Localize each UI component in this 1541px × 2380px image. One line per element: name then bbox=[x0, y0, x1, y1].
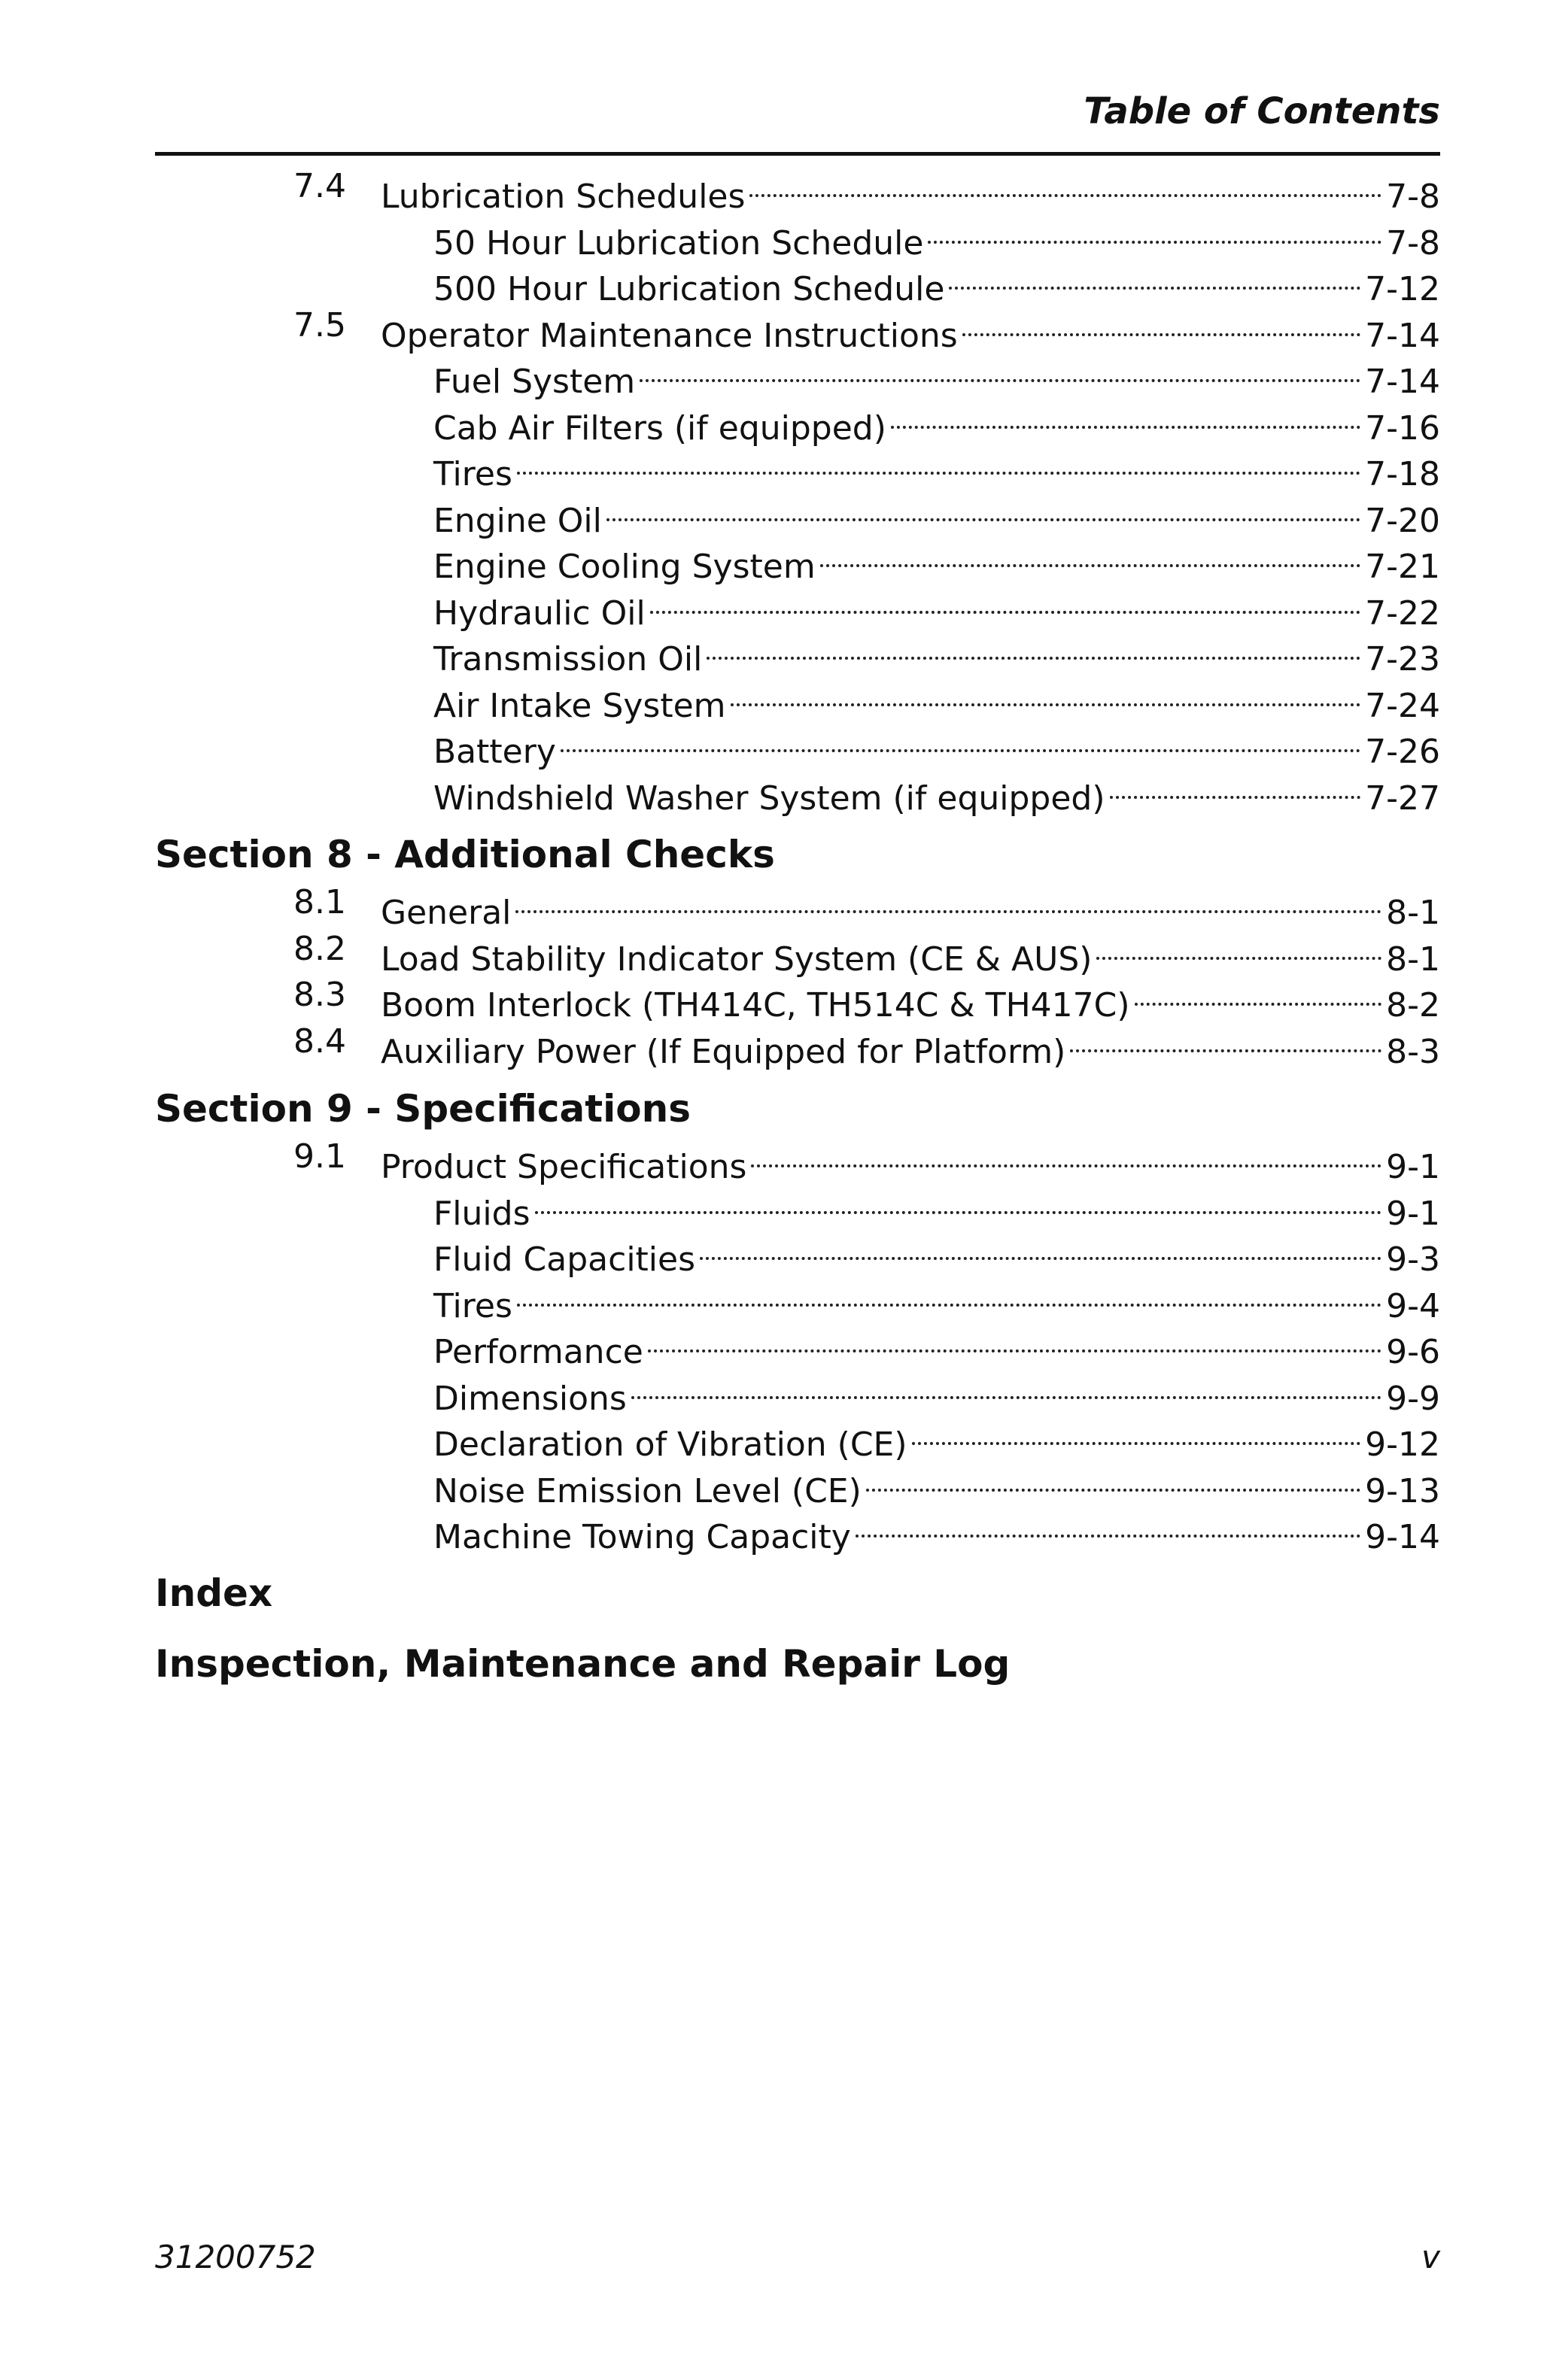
toc-entry[interactable] bbox=[433, 1228, 1440, 1279]
toc-entry-title: Engine Oil bbox=[433, 501, 602, 540]
toc-entry-number: 8.1 bbox=[293, 883, 346, 921]
toc-entry[interactable] bbox=[293, 882, 1440, 932]
toc-entry-number: 7.4 bbox=[293, 167, 346, 205]
dot-leader bbox=[1135, 974, 1382, 1016]
toc-entry-page: 9-6 bbox=[1386, 1333, 1440, 1371]
toc-entry[interactable] bbox=[293, 928, 1440, 979]
toc-entry-number: 8.2 bbox=[293, 929, 346, 968]
dot-leader bbox=[707, 628, 1360, 670]
toc-entry[interactable] bbox=[433, 1182, 1440, 1233]
dot-leader bbox=[648, 1321, 1381, 1363]
dot-leader bbox=[749, 165, 1381, 208]
toc-entry-page: 7-26 bbox=[1365, 733, 1440, 771]
log-heading[interactable]: Inspection, Maintenance and Repair Log bbox=[155, 1642, 1011, 1686]
page-number: v bbox=[1421, 2239, 1440, 2275]
dot-leader bbox=[650, 582, 1360, 624]
dot-leader bbox=[631, 1368, 1381, 1410]
toc-entry-title: Cab Air Filters (if equipped) bbox=[433, 408, 886, 448]
toc-entry-number: 9.1 bbox=[293, 1137, 346, 1176]
page-title: Table of Contents bbox=[1084, 90, 1440, 132]
dot-leader bbox=[561, 721, 1360, 763]
dot-leader bbox=[820, 536, 1360, 578]
dot-leader bbox=[751, 1136, 1381, 1178]
toc-entry-title: Fluids bbox=[433, 1194, 530, 1233]
toc-entry-title: 50 Hour Lubrication Schedule bbox=[433, 223, 924, 263]
toc-entry-title: Windshield Washer System (if equipped) bbox=[433, 779, 1105, 818]
index-heading[interactable]: Index bbox=[155, 1571, 273, 1615]
toc-entry-title: Noise Emission Level (CE) bbox=[433, 1471, 862, 1510]
toc-entry[interactable] bbox=[293, 1136, 1440, 1186]
document-number: 31200752 bbox=[155, 2239, 316, 2275]
toc-entry[interactable] bbox=[433, 258, 1440, 308]
toc-entry[interactable] bbox=[433, 1506, 1440, 1556]
toc-entry[interactable] bbox=[433, 1368, 1440, 1418]
toc-entry[interactable] bbox=[433, 767, 1440, 818]
toc-entry-page: 7-21 bbox=[1365, 548, 1440, 586]
toc-entry-page: 9-14 bbox=[1365, 1518, 1440, 1556]
toc-entry-number: 7.5 bbox=[293, 305, 346, 345]
dot-leader bbox=[700, 1228, 1381, 1270]
dot-leader bbox=[891, 397, 1360, 439]
toc-entry-page: 7-8 bbox=[1386, 223, 1440, 263]
dot-leader bbox=[1070, 1021, 1381, 1063]
toc-entry-title: Boom Interlock (TH414C, TH514C & TH417C) bbox=[381, 986, 1130, 1025]
toc-entry-page: 8-1 bbox=[1386, 940, 1440, 979]
toc-entry-title: Fluid Capacities bbox=[433, 1240, 696, 1279]
dot-leader bbox=[912, 1413, 1361, 1456]
dot-leader bbox=[962, 305, 1360, 347]
toc-entry[interactable] bbox=[433, 536, 1440, 586]
section-8-heading[interactable]: Section 8 - Additional Checks bbox=[155, 833, 775, 876]
toc-entry[interactable] bbox=[293, 305, 1440, 355]
toc-entry-page: 9-3 bbox=[1386, 1240, 1440, 1279]
dot-leader bbox=[1110, 767, 1361, 809]
dot-leader bbox=[515, 882, 1381, 924]
toc-entry[interactable] bbox=[433, 582, 1440, 633]
toc-entry-title: Hydraulic Oil bbox=[433, 593, 646, 633]
toc-entry-page: 9-4 bbox=[1386, 1286, 1440, 1325]
toc-entry-title: Engine Cooling System bbox=[433, 548, 816, 586]
section-9-heading[interactable]: Section 9 - Specifications bbox=[155, 1087, 691, 1131]
toc-entry-title: Fuel System bbox=[433, 363, 636, 401]
toc-entry-title: Lubrication Schedules bbox=[381, 178, 746, 216]
toc-entry-page: 7-8 bbox=[1386, 178, 1440, 216]
toc-entry[interactable] bbox=[433, 1460, 1440, 1510]
toc-entry[interactable] bbox=[433, 1275, 1440, 1325]
toc-entry-title: Dimensions bbox=[433, 1379, 627, 1418]
toc-entry-title: Battery bbox=[433, 733, 556, 771]
toc-entry-title: Load Stability Indicator System (CE & AUS) bbox=[381, 940, 1093, 979]
toc-entry-title: Performance bbox=[433, 1333, 643, 1371]
toc-entry-title: Declaration of Vibration (CE) bbox=[433, 1425, 907, 1464]
dot-leader bbox=[517, 443, 1360, 485]
toc-entry-page: 7-20 bbox=[1365, 501, 1440, 540]
toc-entry-page: 7-14 bbox=[1365, 316, 1440, 355]
dot-leader bbox=[640, 351, 1360, 393]
toc-entry-page: 8-2 bbox=[1386, 986, 1440, 1025]
toc-entry-page: 9-1 bbox=[1386, 1194, 1440, 1233]
toc-entry-title: Operator Maintenance Instructions bbox=[381, 316, 958, 355]
toc-entry[interactable] bbox=[433, 628, 1440, 678]
toc-entry[interactable] bbox=[293, 165, 1440, 216]
toc-entry-title: 500 Hour Lubrication Schedule bbox=[433, 270, 945, 308]
dot-leader bbox=[856, 1506, 1360, 1548]
toc-entry[interactable] bbox=[433, 351, 1440, 401]
toc-entry-title: Transmission Oil bbox=[433, 640, 703, 678]
toc-entry-page: 7-16 bbox=[1365, 408, 1440, 448]
toc-entry-page: 9-13 bbox=[1365, 1471, 1440, 1510]
toc-entry-page: 8-1 bbox=[1386, 894, 1440, 932]
toc-entry-title: Machine Towing Capacity bbox=[433, 1518, 851, 1556]
toc-entry[interactable] bbox=[433, 721, 1440, 771]
toc-entry-page: 7-14 bbox=[1365, 363, 1440, 401]
toc-entry-page: 7-23 bbox=[1365, 640, 1440, 678]
toc-entry[interactable] bbox=[433, 1321, 1440, 1371]
toc-entry-number: 8.3 bbox=[293, 976, 346, 1014]
toc-entry-page: 7-12 bbox=[1365, 270, 1440, 308]
toc-entry[interactable] bbox=[433, 397, 1440, 448]
toc-entry-title: Tires bbox=[433, 455, 512, 493]
toc-entry[interactable] bbox=[433, 675, 1440, 725]
toc-entry-page: 7-27 bbox=[1365, 779, 1440, 818]
toc-entry-title: Auxiliary Power (If Equipped for Platform) bbox=[381, 1032, 1066, 1071]
dot-leader bbox=[928, 212, 1381, 254]
toc-entry-title: Air Intake System bbox=[433, 686, 726, 725]
dot-leader bbox=[535, 1182, 1382, 1225]
toc-entry[interactable] bbox=[433, 1413, 1440, 1464]
toc-entry-page: 7-18 bbox=[1365, 455, 1440, 493]
dot-leader bbox=[606, 490, 1360, 532]
toc-entry-page: 7-22 bbox=[1365, 593, 1440, 633]
toc-entry-title: Product Specifications bbox=[381, 1148, 747, 1186]
toc-entry-title: General bbox=[381, 894, 512, 932]
dot-leader bbox=[731, 675, 1361, 717]
toc-entry[interactable] bbox=[293, 1021, 1440, 1071]
toc-entry[interactable] bbox=[433, 443, 1440, 493]
dot-leader bbox=[866, 1460, 1360, 1502]
toc-entry[interactable] bbox=[433, 490, 1440, 540]
dot-leader bbox=[517, 1275, 1381, 1317]
toc-entry-title: Tires bbox=[433, 1286, 512, 1325]
toc-entry-page: 8-3 bbox=[1386, 1032, 1440, 1071]
dot-leader bbox=[1096, 928, 1381, 970]
toc-entry-page: 9-9 bbox=[1386, 1379, 1440, 1418]
toc-entry[interactable] bbox=[293, 974, 1440, 1025]
toc-entry-page: 9-12 bbox=[1365, 1425, 1440, 1464]
page-header bbox=[155, 89, 1440, 156]
toc-entry-page: 7-24 bbox=[1365, 686, 1440, 725]
toc-entry-page: 9-1 bbox=[1386, 1148, 1440, 1186]
toc-entry[interactable] bbox=[433, 212, 1440, 263]
toc-entry-number: 8.4 bbox=[293, 1022, 346, 1061]
dot-leader bbox=[949, 258, 1360, 300]
